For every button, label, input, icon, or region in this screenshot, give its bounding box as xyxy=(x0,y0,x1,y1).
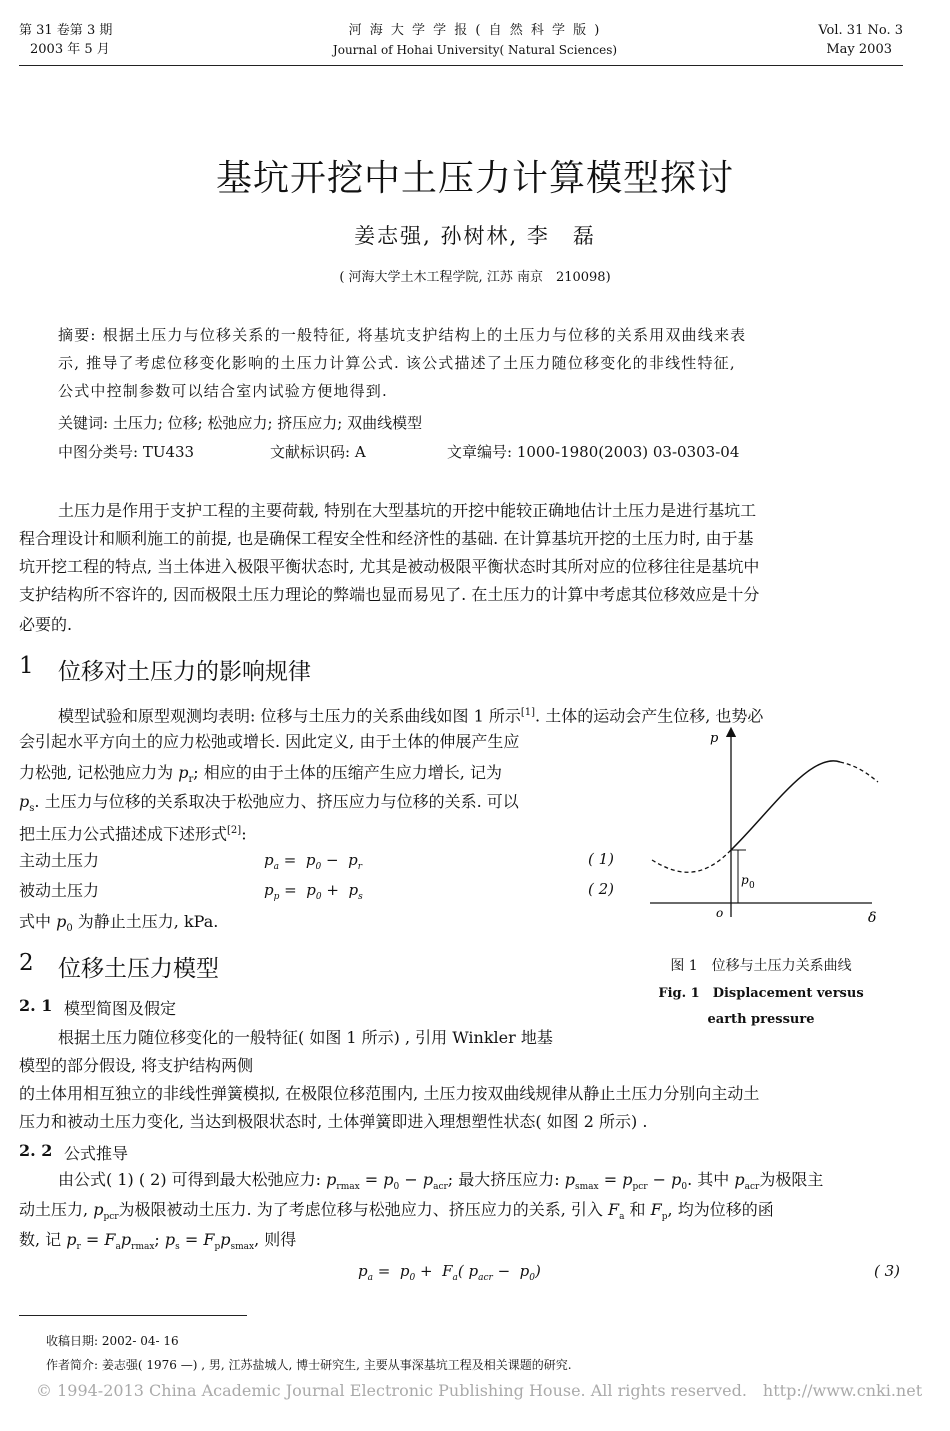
text-span: 为极限主 xyxy=(759,1170,824,1189)
section2-line: 动土压力, $p_{pcr}$为极限被动土压力. 为了考虑位移与松弛应力、挤压应力的关系, 引入 $F_a$ 和 $F_p$, 均为位移的函 xyxy=(19,1200,774,1223)
equation-1: $p_a = p_0 - p_r$ xyxy=(264,851,362,872)
journal-name-cn: 河 海 大 学 学 报 ( 自 然 科 学 版 ) xyxy=(348,23,602,38)
figure-1-caption-en: Fig. 1 Displacement versus xyxy=(658,986,864,1001)
figure-1-caption-cn: 图 1 位移与土压力关系曲线 xyxy=(670,958,852,974)
section2-line: 数, 记 $p_r = F_ap_{rmax}$; $p_s = F_pp_{smax}$, 则得 xyxy=(19,1230,297,1253)
origin-label: o xyxy=(716,906,724,920)
equation-3: $p_a = p_0 + F_a$( $p_{acr} - p_0$) xyxy=(358,1262,541,1283)
text-span: . 土体的运动会产生位移, 也势必 xyxy=(535,706,764,726)
affiliation: ( 河海大学土木工程学院, 江苏 南京 210098) xyxy=(339,270,611,285)
section2-line: 模型的部分假设, 将支护结构两侧 xyxy=(19,1056,254,1075)
intro-line: 程合理设计和顺利施工的前提, 也是确保工程安全性和经济性的基础. 在计算基坑开挖的土压力时, 由于基 xyxy=(19,529,754,548)
abstract-line: 公式中控制参数可以结合室内试验方便地得到. xyxy=(58,382,388,400)
symbol-pr: p xyxy=(178,763,189,782)
intro-line: 坑开挖工程的特点, 当土体进入极限平衡状态时, 尤其是被动极限平衡状态时其所对应的位移往往是基坑中 xyxy=(19,557,760,576)
text-span: 为极限被动土压力. 为了考虑位移与松弛应力、挤压应力的关系, 引入 xyxy=(118,1200,608,1219)
author-bio: 作者简介: 姜志强( 1976 —) , 男, 江苏盐城人, 博士研究生, 主要从事深基坑工程及相关课题的研究. xyxy=(46,1358,572,1372)
keywords: 关键词: 土压力; 位移; 松弛应力; 挤压应力; 双曲线模型 xyxy=(58,414,423,432)
volume-issue-en: Vol. 31 No. 3 xyxy=(818,23,903,38)
publication-date: 2003 年 5 月 xyxy=(30,42,110,57)
header-rule xyxy=(19,65,903,66)
paper-title: 基坑开挖中土压力计算模型探讨 xyxy=(215,158,734,199)
text-span: 力松弛, 记松弛应力为 xyxy=(19,763,179,782)
text-span: 和 xyxy=(624,1200,651,1219)
figure-1-plot xyxy=(630,722,890,932)
equation-2: $p_p = p_0 + p_s$ xyxy=(264,881,363,902)
received-date: 收稿日期: 2002- 04- 16 xyxy=(46,1334,179,1348)
equation-2-number: ( 2) xyxy=(588,880,615,898)
section-number: 1 xyxy=(19,653,34,679)
p0-subscript: 0 xyxy=(749,881,755,891)
section-heading: 位移对土压力的影响规律 xyxy=(58,659,311,685)
symbol-p0: p xyxy=(56,912,67,931)
authors: 姜志强, 孙树林, 李 磊 xyxy=(354,224,596,248)
abstract-line: 摘要: 根据土压力与位移关系的一般特征, 将基坑支护结构上的土压力与位移的关系用双曲线来表 xyxy=(58,326,747,344)
footnote-rule xyxy=(19,1315,247,1316)
citation: [1] xyxy=(520,707,536,718)
symbol-ps: p xyxy=(19,792,30,811)
x-axis-label: δ xyxy=(868,910,877,926)
equation-2-label: 被动土压力 xyxy=(19,881,100,900)
curve-dashed-left xyxy=(652,850,731,872)
subscript: 0 xyxy=(66,923,73,935)
section2-line: 的土体用相互独立的非线性弹簧模拟, 在极限位移范围内, 土压力按双曲线规律从静止土压力分别向主动土 xyxy=(19,1084,760,1103)
equation-1-label: 主动土压力 xyxy=(19,851,100,870)
section-heading: 位移土压力模型 xyxy=(58,956,219,982)
equation-3-number: ( 3) xyxy=(874,1262,901,1280)
section1-line xyxy=(19,817,247,848)
subsection-number: 2. 2 xyxy=(19,1141,53,1160)
p0-label: p xyxy=(741,873,749,887)
citation: [2] xyxy=(227,825,242,836)
classification-number: 中图分类号: TU433 xyxy=(58,443,195,461)
equation-1-number: ( 1) xyxy=(588,850,615,868)
section1-line xyxy=(19,908,218,943)
subsection-heading: 公式推导 xyxy=(64,1144,129,1163)
article-number: 文章编号: 1000-1980(2003) 03-0303-04 xyxy=(447,443,740,461)
section2-line: 根据土压力随位移变化的一般特征( 如图 1 所示) , 引用 Winkler 地基 xyxy=(58,1028,553,1047)
text-span: 动土压力, xyxy=(19,1200,94,1219)
subsection-heading: 模型简图及假定 xyxy=(64,999,177,1018)
section2-line: 压力和被动土压力变化, 当达到极限状态时, 土体弹簧即进入理想塑性状态( 如图 2 所示) . xyxy=(19,1112,648,1131)
text-span: 式中 xyxy=(19,912,57,931)
volume-issue: 第 31 卷第 3 期 xyxy=(19,23,113,38)
y-axis-label: p xyxy=(710,731,719,746)
abstract-line: 示, 推导了考虑位移变化影响的土压力计算公式. 该公式描述了土压力随位移变化的非线性特征, xyxy=(58,354,736,372)
subscript: r xyxy=(188,774,194,786)
intro-line: 必要的. xyxy=(19,615,73,634)
section2-line: 由公式( 1) ( 2) 可得到最大松弛应力: $p_{rmax} = p_0 - p_{acr}$; 最大挤压应力: $p_{smax} = p_{pcr} - p_0$. 其中 $p_{acr}$为极限主 xyxy=(58,1170,824,1193)
text-span: . 其中 xyxy=(687,1170,735,1189)
intro-line: 支护结构所不容许的, 因而极限土压力理论的弊端也显而易见了. 在土压力的计算中考虑其位移效应是十分 xyxy=(19,585,760,604)
section-number: 2 xyxy=(19,950,34,976)
text-span: ; 最大挤压应力: xyxy=(447,1170,565,1189)
text-span: 数, 记 xyxy=(19,1230,67,1249)
curve-dashed-right xyxy=(840,762,878,782)
subscript: s xyxy=(29,803,35,815)
document-code: 文献标识码: A xyxy=(270,443,366,461)
text-span: : xyxy=(241,824,247,844)
publication-date-en: May 2003 xyxy=(826,42,892,57)
curve-solid xyxy=(731,761,840,850)
text-span: 把土压力公式描述成下述形式 xyxy=(19,824,228,844)
text-span: . 土压力与位移的关系取决于松弛应力、挤压应力与位移的关系. 可以 xyxy=(34,792,519,811)
section1-line: 会引起水平方向土的应力松弛或增长. 因此定义, 由于土体的伸展产生应 xyxy=(19,732,520,751)
intro-line: 土压力是作用于支护工程的主要荷载, 特别在大型基坑的开挖中能较正确地估计土压力是进行基坑工 xyxy=(58,501,757,520)
text-span: , 则得 xyxy=(254,1230,297,1249)
text-span: , 均为位移的函 xyxy=(667,1200,774,1219)
journal-name-en: Journal of Hohai University( Natural Sciences) xyxy=(332,43,618,57)
copyright-watermark: © 1994-2013 China Academic Journal Electronic Publishing House. All rights reserved. http://www.cnki.net xyxy=(36,1381,923,1400)
subsection-number: 2. 1 xyxy=(19,996,53,1015)
text-span: 由公式( 1) ( 2) 可得到最大松弛应力: xyxy=(58,1170,327,1189)
text-span: ; 相应的由于土体的压缩产生应力增长, 记为 xyxy=(193,763,502,782)
text-span: 模型试验和原型观测均表明: 位移与土压力的关系曲线如图 1 所示 xyxy=(58,706,521,726)
figure-1-caption-en-line2: earth pressure xyxy=(707,1012,815,1027)
text-span: 为静止土压力, kPa. xyxy=(72,912,219,931)
